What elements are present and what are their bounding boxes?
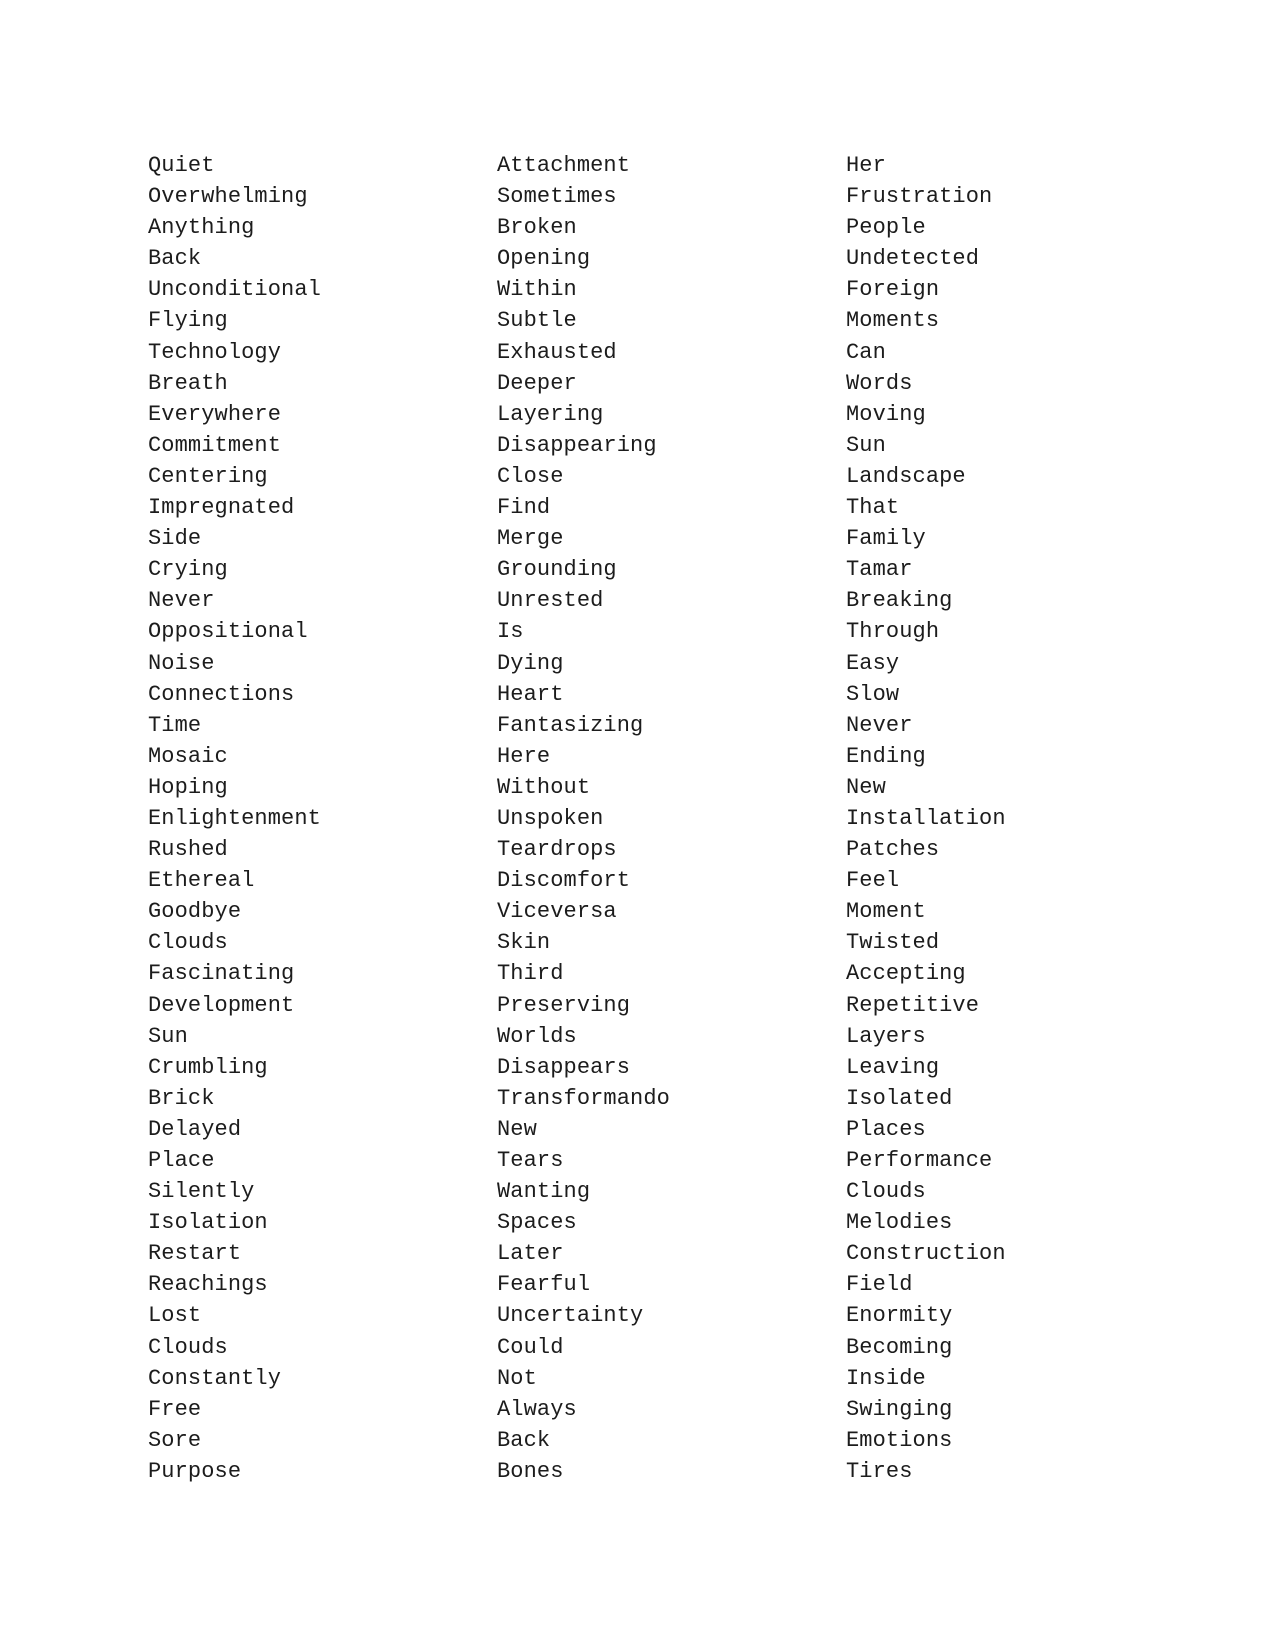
word-item: Through	[846, 619, 940, 645]
word-item: Subtle	[497, 308, 577, 334]
word-item: Crying	[148, 557, 228, 583]
word-item: Commitment	[148, 432, 282, 458]
word-item: Unspoken	[497, 805, 604, 831]
word-item: Patches	[846, 837, 940, 863]
word-item: Within	[497, 277, 577, 303]
word-item: Dying	[497, 650, 564, 676]
word-item: Transformando	[497, 1085, 670, 1111]
word-item: Attachment	[497, 153, 631, 178]
word-item: Foreign	[846, 277, 940, 303]
word-item: Words	[846, 370, 913, 396]
word-item: Restart	[148, 1241, 242, 1267]
word-item: Quiet	[148, 153, 215, 178]
word-item: Swinging	[846, 1396, 953, 1422]
word-item: Places	[846, 1116, 926, 1142]
word-item: Goodbye	[148, 899, 242, 925]
word-item: Moment	[846, 899, 926, 925]
word-item: Isolated	[846, 1085, 953, 1111]
word-item: Ethereal	[148, 868, 255, 894]
word-item: Clouds	[846, 1179, 926, 1205]
word-item: Mosaic	[148, 743, 228, 769]
word-item: Sore	[148, 1427, 202, 1453]
word-item: Accepting	[846, 961, 966, 987]
word-item: Grounding	[497, 557, 617, 583]
word-item: Never	[846, 712, 913, 738]
word-item: Anything	[148, 215, 255, 241]
word-item: Spaces	[497, 1210, 577, 1236]
word-item: Side	[148, 526, 202, 552]
word-item: Disappears	[497, 1054, 631, 1080]
word-item: Merge	[497, 526, 564, 552]
word-item: Time	[148, 712, 202, 738]
word-item: Clouds	[148, 930, 228, 956]
word-item: Brick	[148, 1085, 215, 1111]
word-item: Opening	[497, 246, 591, 272]
word-item: People	[846, 215, 926, 241]
word-item: Overwhelming	[148, 184, 308, 210]
word-item: Her	[846, 153, 886, 178]
word-item: Free	[148, 1396, 202, 1422]
word-item: Landscape	[846, 463, 966, 489]
word-item: Without	[497, 774, 591, 800]
word-item: Later	[497, 1241, 564, 1267]
word-item: Uncertainty	[497, 1303, 644, 1329]
word-item: Unrested	[497, 588, 604, 614]
word-item: Delayed	[148, 1116, 242, 1142]
word-item: Connections	[148, 681, 295, 707]
word-item: Ending	[846, 743, 926, 769]
word-item: Sun	[148, 1023, 188, 1049]
word-item: Find	[497, 495, 551, 521]
word-item: Crumbling	[148, 1054, 268, 1080]
word-item: Skin	[497, 930, 551, 956]
word-item: Exhausted	[497, 339, 617, 365]
word-item: Everywhere	[148, 401, 282, 427]
word-item: Installation	[846, 805, 1006, 831]
word-item: Enormity	[846, 1303, 953, 1329]
word-item: Noise	[148, 650, 215, 676]
word-item: Silently	[148, 1179, 255, 1205]
word-item: Twisted	[846, 930, 940, 956]
word-item: Enlightenment	[148, 805, 321, 831]
word-item: New	[497, 1116, 537, 1142]
word-item: Field	[846, 1272, 913, 1298]
word-column-3	[846, 150, 1006, 1487]
word-item: Place	[148, 1148, 215, 1173]
word-item: Centering	[148, 463, 268, 489]
word-item: Lost	[148, 1303, 202, 1329]
word-item: Can	[846, 339, 886, 365]
word-item: Slow	[846, 681, 900, 707]
word-item: Close	[497, 463, 564, 489]
word-item: Is	[497, 619, 524, 645]
word-item: Flying	[148, 308, 228, 334]
word-item: Back	[148, 246, 202, 272]
word-item: Moments	[846, 308, 940, 334]
word-item: Emotions	[846, 1427, 953, 1453]
word-item: Frustration	[846, 184, 993, 210]
word-item: Deeper	[497, 370, 577, 396]
word-item: Worlds	[497, 1023, 577, 1049]
word-item: Third	[497, 961, 564, 987]
word-item: Back	[497, 1427, 551, 1453]
word-item: Purpose	[148, 1458, 242, 1484]
word-item: Not	[497, 1365, 537, 1391]
word-item: Breath	[148, 370, 228, 396]
word-item: Unconditional	[148, 277, 321, 303]
word-item: Could	[497, 1334, 564, 1360]
word-item: Heart	[497, 681, 564, 707]
word-item: Feel	[846, 868, 900, 894]
word-item: That	[846, 495, 900, 521]
word-item: Here	[497, 743, 551, 769]
word-item: Preserving	[497, 992, 631, 1018]
word-item: Sun	[846, 432, 886, 458]
word-item: Bones	[497, 1458, 564, 1484]
word-item: Development	[148, 992, 295, 1018]
word-item: Undetected	[846, 246, 980, 272]
word-item: Melodies	[846, 1210, 953, 1236]
word-item: Tears	[497, 1148, 564, 1173]
word-item: Sometimes	[497, 184, 617, 210]
word-item: Always	[497, 1396, 577, 1422]
word-item: Leaving	[846, 1054, 940, 1080]
word-item: Tamar	[846, 557, 913, 583]
word-item: Fearful	[497, 1272, 591, 1298]
word-item: Never	[148, 588, 215, 614]
word-item: Fantasizing	[497, 712, 644, 738]
word-item: Broken	[497, 215, 577, 241]
word-item: Rushed	[148, 837, 228, 863]
word-item: Oppositional	[148, 619, 308, 645]
word-item: Moving	[846, 401, 926, 427]
word-item: Wanting	[497, 1179, 591, 1205]
word-item: Performance	[846, 1148, 993, 1173]
word-item: Becoming	[846, 1334, 953, 1360]
word-item: Disappearing	[497, 432, 657, 458]
word-column-1	[148, 150, 321, 1487]
word-item: Teardrops	[497, 837, 617, 863]
word-item: Viceversa	[497, 899, 617, 925]
word-item: Fascinating	[148, 961, 295, 987]
word-item: Technology	[148, 339, 282, 365]
word-item: Easy	[846, 650, 900, 676]
word-item: Family	[846, 526, 926, 552]
word-item: Inside	[846, 1365, 926, 1391]
word-item: Breaking	[846, 588, 953, 614]
word-item: Construction	[846, 1241, 1006, 1267]
word-item: Hoping	[148, 774, 228, 800]
word-item: Repetitive	[846, 992, 980, 1018]
word-item: Reachings	[148, 1272, 268, 1298]
word-item: Tires	[846, 1458, 913, 1484]
word-item: Layers	[846, 1023, 926, 1049]
word-item: Isolation	[148, 1210, 268, 1236]
word-item: New	[846, 774, 886, 800]
word-item: Impregnated	[148, 495, 295, 521]
word-item: Clouds	[148, 1334, 228, 1360]
word-item: Discomfort	[497, 868, 631, 894]
word-column-2	[497, 150, 670, 1487]
word-item: Constantly	[148, 1365, 282, 1391]
word-item: Layering	[497, 401, 604, 427]
